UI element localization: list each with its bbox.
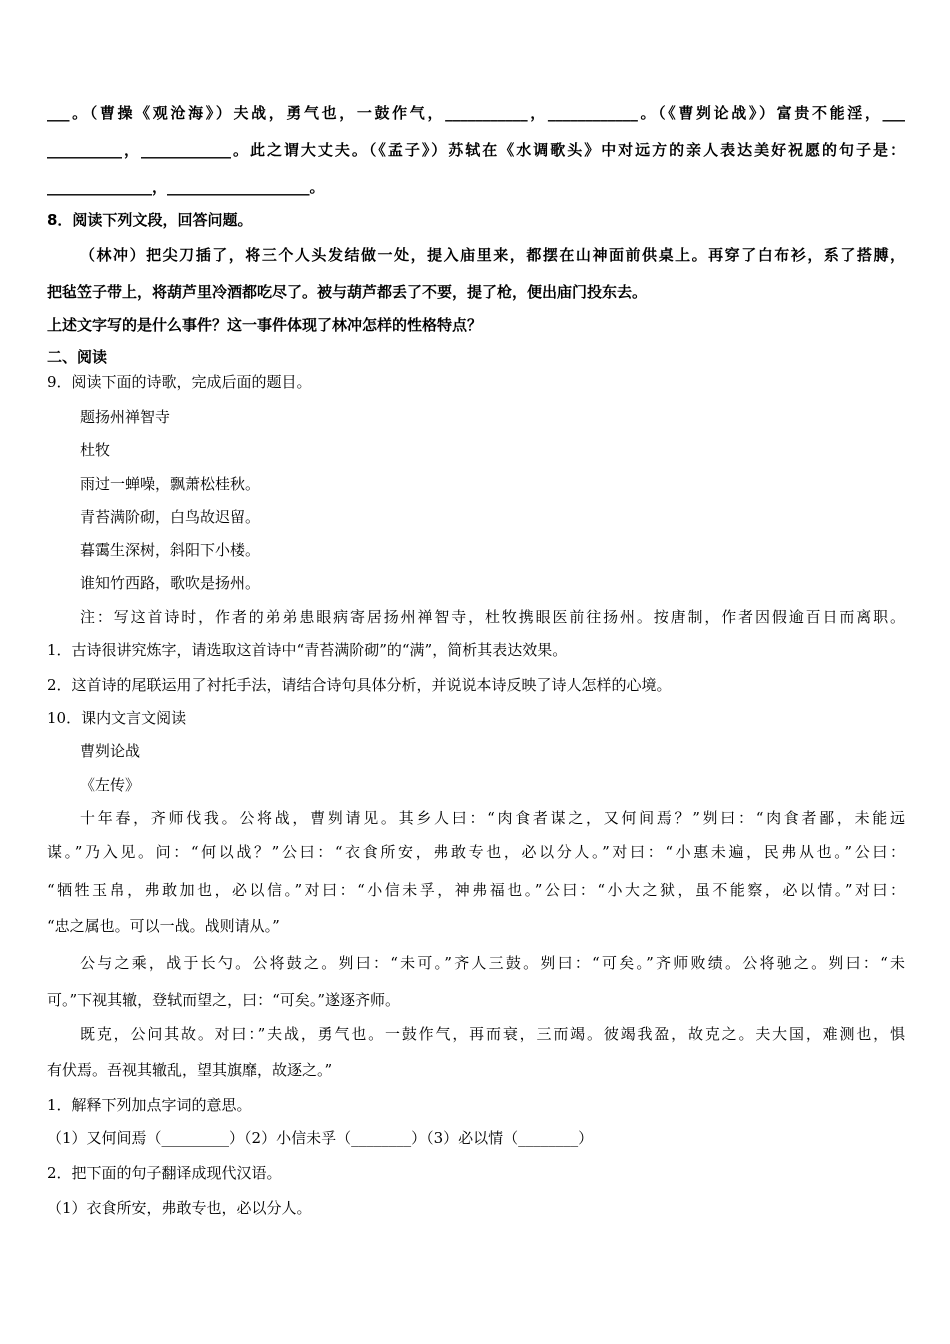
q8-para2: 把毡笠子带上，将葫芦里冷酒都吃尽了。被与葫芦都丢了不要，提了枪，便出庙门投东去。 (47, 283, 648, 301)
q9-title: 9．阅读下面的诗歌，完成后面的题目。 (47, 373, 312, 391)
text-source: 《左传》 (80, 776, 141, 794)
text-line: “牺牲玉帛，弗敢加也，必以信。”对曰：“小信未孚，神弗福也。”公曰：“小大之狱，虽不能察，必以情。”对曰： (47, 881, 905, 899)
text-line: 十年春，齐师伐我。公将战，曹刿请见。其乡人曰：“肉食者谋之，又何间焉？”刿曰：“肉食者鄙，未能远 (80, 809, 905, 827)
poem-title: 题扬州禅智寺 (80, 408, 171, 426)
q10-sub2: 2．把下面的句子翻译成现代汉语。 (47, 1164, 282, 1182)
q8-question: 上述文字写的是什么事件？这一事件体现了林冲怎样的性格特点？ (47, 316, 483, 334)
poem-line: 雨过一蝉噪，飘萧松桂秋。 (80, 475, 261, 493)
text-title: 曹刿论战 (80, 742, 141, 760)
text-line: 谋。”乃入见。问：“何以战？”公曰：“衣食所安，弗敢专也，必以分人。”对曰：“小惠未遍，民弗从也。”公曰： (47, 843, 905, 861)
q9-sub1: 1．古诗很讲究炼字，请选取这首诗中“青苔满阶砌”的“满”，简析其表达效果。 (47, 641, 568, 659)
q10-sub1-items: （1）又何间焉（_________）（2）小信未孚（________）（3）必以情（________） (47, 1129, 594, 1147)
poem-line: 谁知竹西路，歌吹是扬州。 (80, 574, 261, 592)
q9-sub2: 2．这首诗的尾联运用了衬托手法，请结合诗句具体分析，并说说本诗反映了诗人怎样的心境。 (47, 676, 672, 694)
text-line: 既克，公问其故。对曰：”夫战，勇气也。一鼓作气，再而衰，三而竭。彼竭我盈，故克之。夫大国，难测也，惧 (80, 1025, 905, 1043)
poem-line: 青苔满阶砌，白鸟故迟留。 (80, 508, 261, 526)
text-line: 可。”下视其辙，登轼而望之，曰：“可矣。”遂逐齐师。 (47, 991, 401, 1009)
q10-sub2-item: （1）衣食所安，弗敢专也，必以分人。 (47, 1199, 312, 1217)
text-line: 公与之乘，战于长勺。公将鼓之。刿曰：“未可。”齐人三鼓。刿曰：“可矣。”齐师败绩。公将驰之。刿曰：“未 (80, 954, 905, 972)
q7-line3: ______________，___________________。 (47, 178, 325, 196)
text-line: 有伏焉。吾视其辙乱，望其旗靡，故逐之。” (47, 1061, 333, 1079)
poem-note: 注：写这首诗时，作者的弟弟患眼病寄居扬州禅智寺，杜牧携眼医前往扬州。按唐制，作者因假逾百日而离职。 (80, 608, 905, 626)
q8-title: 8．阅读下列文段，回答问题。 (47, 211, 253, 229)
q8-para1: （林冲）把尖刀插了，将三个人头发结做一处，提入庙里来，都摆在山神面前供桌上。再穿了白布衫，系了搭膊， (80, 246, 905, 264)
q7-line2: __________，____________。此之谓大丈夫。（《孟子》）苏轼在《水调歌头》中对远方的亲人表达美好祝愿的句子是： (47, 141, 905, 159)
text-line: “忠之属也。可以一战。战则请从。” (47, 917, 280, 935)
q7-line1: ___。（曹操《观沧海》）夫战，勇气也，一鼓作气，___________，____________。（《曹刿论战》）富贵不能淫，___ (47, 104, 905, 122)
poem-line: 暮霭生深树，斜阳下小楼。 (80, 541, 261, 559)
q10-sub1: 1．解释下列加点字词的意思。 (47, 1096, 252, 1114)
poem-author: 杜牧 (80, 441, 111, 459)
q10-title: 10．课内文言文阅读 (47, 709, 187, 727)
section-heading: 二、阅读 (47, 348, 108, 366)
